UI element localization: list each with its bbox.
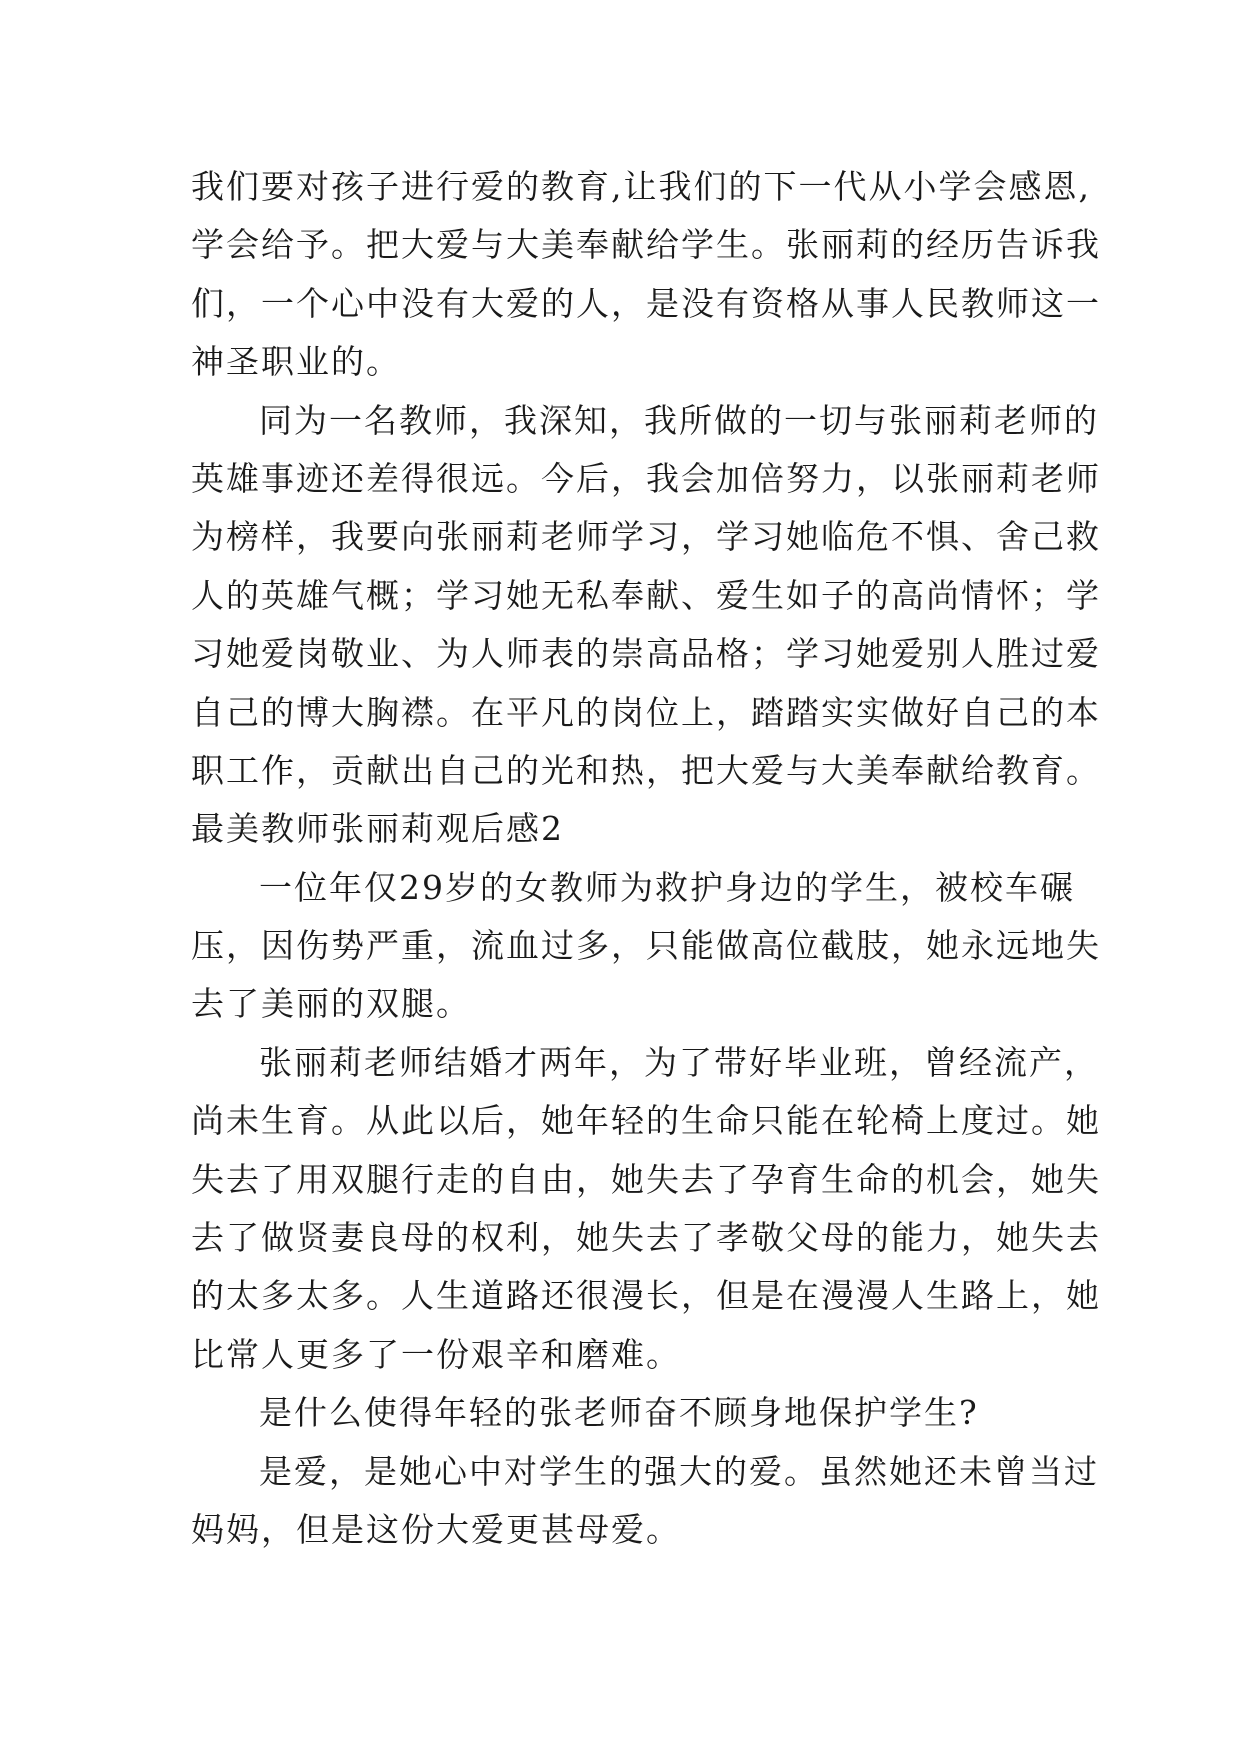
document-body xyxy=(191,158,1101,1559)
text-line: 张丽莉老师结婚才两年，为了带好毕业班，曾经流产， xyxy=(259,1042,1099,1082)
text-line: 比常人更多了一份艰辛和磨难。 xyxy=(191,1334,681,1374)
text-line: 尚未生育。从此以后，她年轻的生命只能在轮椅上度过。她 xyxy=(191,1101,1101,1141)
text-line: 是什么使得年轻的张老师奋不顾身地保护学生? xyxy=(259,1393,979,1433)
text-line: 失去了用双腿行走的自由，她失去了孕育生命的机会，她失 xyxy=(191,1159,1101,1199)
text-line: 最美教师张丽莉观后感2 xyxy=(191,809,564,849)
paragraph xyxy=(191,1443,1099,1560)
paragraph xyxy=(191,859,1101,1034)
text-line: 人的英雄气概；学习她无私奉献、爱生如子的高尚情怀；学 xyxy=(191,575,1101,615)
text-line: 是爱，是她心中对学生的强大的爱。虽然她还未曾当过 xyxy=(259,1451,1099,1491)
text-line: 我们要对孩子进行爱的教育,让我们的下一代从小学会感恩, xyxy=(191,167,1091,206)
text-line: 们，一个心中没有大爱的人，是没有资格从事人民教师这一 xyxy=(191,283,1101,323)
paragraph xyxy=(191,158,1101,392)
text-line: 自己的博大胸襟。在平凡的岗位上，踏踏实实做好自己的本 xyxy=(191,692,1101,732)
text-line: 神圣职业的。 xyxy=(191,342,401,382)
text-line: 同为一名教师，我深知，我所做的一切与张丽莉老师的 xyxy=(259,400,1099,440)
text-line: 去了美丽的双腿。 xyxy=(191,984,471,1024)
paragraph xyxy=(191,1384,1091,1442)
paragraph xyxy=(191,1034,1101,1384)
text-line: 职工作，贡献出自己的光和热，把大爱与大美奉献给教育。 xyxy=(191,750,1101,790)
text-line: 的太多太多。人生道路还很漫长，但是在漫漫人生路上，她 xyxy=(191,1276,1101,1316)
text-line: 习她爱岗敬业、为人师表的崇高品格；学习她爱别人胜过爱 xyxy=(191,634,1101,674)
paragraph xyxy=(191,800,1091,858)
text-line: 学会给予。把大爱与大美奉献给学生。张丽莉的经历告诉我 xyxy=(191,225,1101,265)
text-line: 一位年仅29岁的女教师为救护身边的学生，被校车碾 xyxy=(259,867,1075,907)
paragraph xyxy=(191,392,1101,801)
text-line: 英雄事迹还差得很远。今后，我会加倍努力，以张丽莉老师 xyxy=(191,458,1101,498)
text-line: 去了做贤妻良母的权利，她失去了孝敬父母的能力，她失去 xyxy=(191,1218,1101,1258)
text-line: 妈妈，但是这份大爱更甚母爱。 xyxy=(191,1509,681,1549)
text-line: 为榜样，我要向张丽莉老师学习，学习她临危不惧、舍己救 xyxy=(191,517,1101,557)
text-line: 压，因伤势严重，流血过多，只能做高位截肢，她永远地失 xyxy=(191,926,1101,966)
